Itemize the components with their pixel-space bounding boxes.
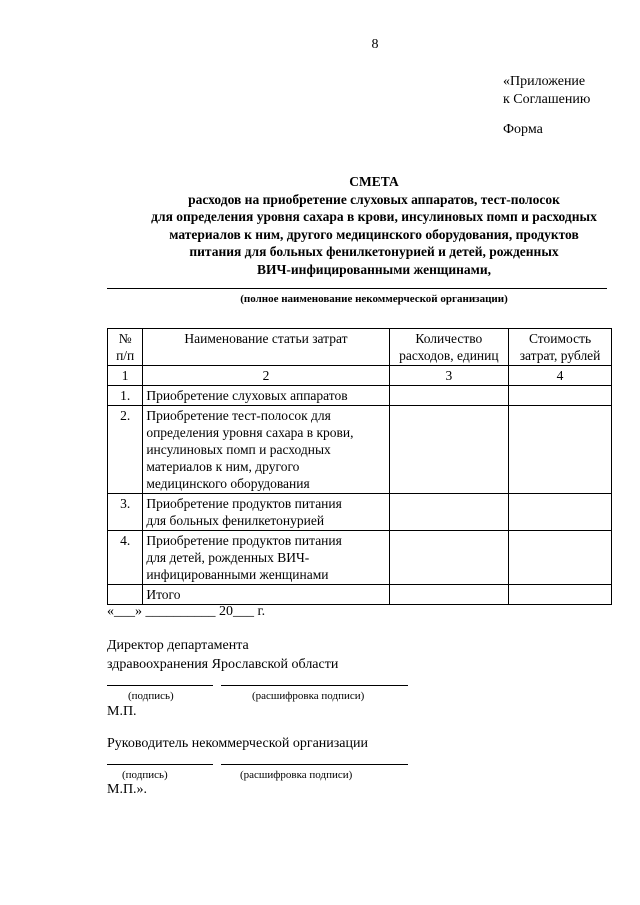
page-number: 8 [371, 37, 379, 52]
header-cost [509, 329, 612, 366]
organization-name-caption: (полное наименование некоммерческой организации) [240, 293, 508, 305]
row-3-line-1: Приобретение продуктов питания [146, 496, 342, 511]
row-expense-name [143, 531, 389, 585]
signatory-1-signature-line [107, 685, 213, 686]
header-number [108, 329, 143, 366]
row-number: 1. [108, 386, 143, 406]
header-cost-line-1: Стоимость [528, 331, 592, 346]
signatory-1-stamp: М.П. [107, 704, 137, 719]
row-number: 4. [108, 531, 143, 585]
table-row [108, 494, 612, 531]
signatory-1-signature-caption: (подпись) [128, 690, 174, 702]
signatory-2-name-line [221, 764, 408, 765]
signatory-1-name-caption: (расшифровка подписи) [252, 690, 365, 702]
signatory-1-title-line-1: Директор департамента [107, 638, 249, 653]
header-quantity [389, 329, 509, 366]
signatory-1-title-line-2: здравоохранения Ярославской области [107, 657, 339, 672]
row-cost-cell[interactable] [509, 494, 612, 531]
row-2-line-3: инсулиновых помп и расходных [146, 442, 331, 457]
title-line-1: расходов на приобретение слуховых аппаратов, тест-полосок [188, 191, 560, 207]
document-title [90, 173, 640, 278]
signatory-2-signature-caption: (подпись) [122, 769, 168, 781]
column-number-4: 4 [509, 366, 612, 386]
form-label: Форма [503, 122, 543, 137]
signatory-2-signature-line [107, 764, 213, 765]
signatory-2-name-caption: (расшифровка подписи) [240, 769, 353, 781]
row-quantity-cell[interactable] [389, 386, 509, 406]
signatory-2-stamp: М.П.». [107, 782, 148, 797]
row-expense-name [143, 386, 389, 406]
row-quantity-cell[interactable] [389, 494, 509, 531]
signatory-1-name-line [221, 685, 408, 686]
column-number-3: 3 [389, 366, 509, 386]
appendix-line-1: «Приложение [503, 74, 586, 89]
header-number-line-2: п/п [116, 348, 135, 363]
total-number-cell [108, 585, 143, 605]
table-row [108, 386, 612, 406]
header-expense-name-text: Наименование статьи затрат [184, 331, 348, 346]
column-number-1: 1 [108, 366, 143, 386]
row-quantity-cell[interactable] [389, 531, 509, 585]
appendix-note [503, 73, 590, 109]
header-quantity-line-2: расходов, единиц [399, 348, 499, 363]
organization-name-line [107, 288, 607, 289]
title-heading: СМЕТА [349, 174, 399, 189]
row-cost-cell[interactable] [509, 531, 612, 585]
title-line-2: для определения уровня сахара в крови, инсулиновых помп и расходных [151, 209, 597, 224]
total-cost-cell[interactable] [509, 585, 612, 605]
title-line-3: материалов к ним, другого медицинского оборудования, продуктов [169, 226, 579, 242]
row-2-line-4: материалов к ним, другого [146, 459, 300, 474]
title-line-4: питания для больных фенилкетонурией и детей, рожденных [189, 244, 559, 259]
table-row [108, 406, 612, 494]
header-expense-name [143, 329, 389, 366]
row-number: 2. [108, 406, 143, 494]
row-2-line-2: определения уровня сахара в крови, [146, 425, 354, 440]
row-2-line-5: медицинского оборудования [146, 476, 310, 491]
row-3-line-2: для больных фенилкетонурией [146, 513, 325, 528]
column-number-row [108, 366, 612, 386]
row-4-line-2: для детей, рожденных ВИЧ- [146, 550, 310, 565]
table-header-row [108, 329, 612, 366]
row-number: 3. [108, 494, 143, 531]
column-number-2: 2 [143, 366, 389, 386]
signatory-2-title-line-1: Руководитель некоммерческой организации [107, 736, 368, 751]
row-4-line-3: инфицированными женщинами [146, 567, 329, 582]
table-row [108, 531, 612, 585]
row-expense-name [143, 494, 389, 531]
total-label: Итого [143, 585, 389, 605]
signatory-2-title [107, 734, 368, 753]
budget-table [107, 328, 612, 605]
header-number-line-1: № [118, 331, 132, 346]
date-line: «___» __________ 20___ г. [107, 604, 266, 619]
row-cost-cell[interactable] [509, 386, 612, 406]
row-1-line-1: Приобретение слуховых аппаратов [146, 388, 348, 403]
signatory-1-title [107, 636, 338, 674]
title-line-5: ВИЧ-инфицированными женщинами, [257, 261, 491, 277]
row-quantity-cell[interactable] [389, 406, 509, 494]
header-cost-line-2: затрат, рублей [519, 348, 601, 363]
row-2-line-1: Приобретение тест-полосок для [146, 408, 331, 423]
header-quantity-line-1: Количество [415, 331, 483, 346]
total-row [108, 585, 612, 605]
row-cost-cell[interactable] [509, 406, 612, 494]
row-expense-name [143, 406, 389, 494]
total-quantity-cell[interactable] [389, 585, 509, 605]
row-4-line-1: Приобретение продуктов питания [146, 533, 342, 548]
appendix-line-2: к Соглашению [503, 92, 591, 107]
